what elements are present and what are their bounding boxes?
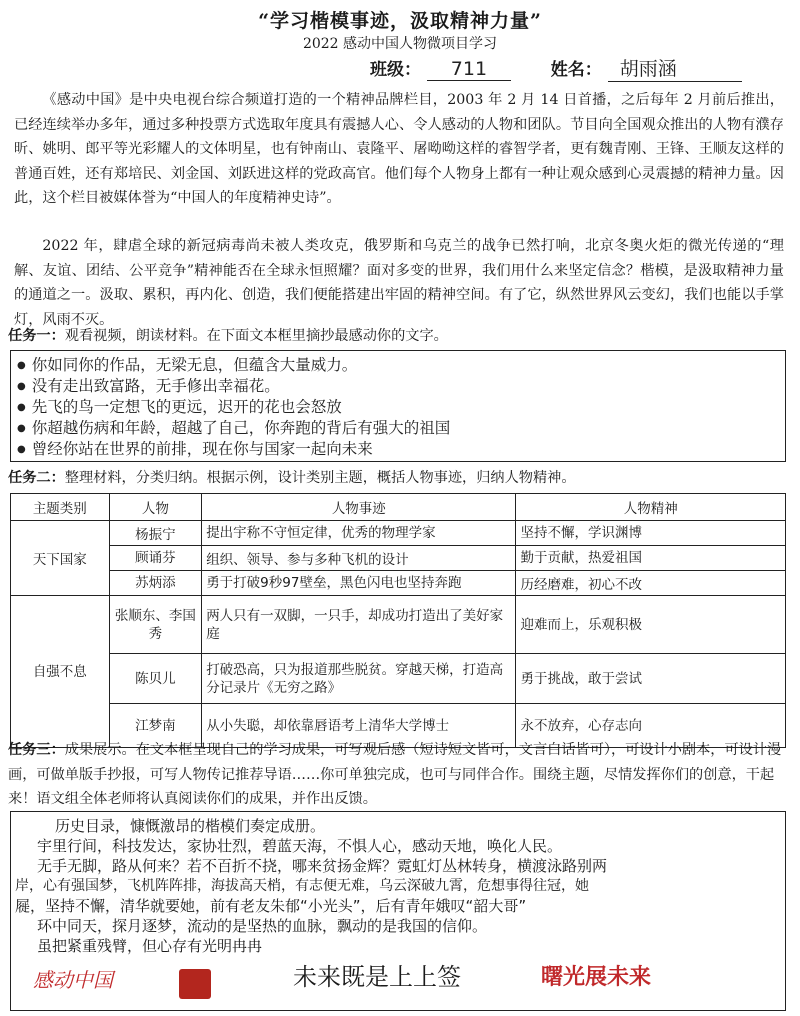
student-info — [370, 54, 742, 82]
poem-line: 历史目录，慷慨激昂的楷模们奏定成册。 — [55, 817, 326, 835]
deeds-cell[interactable]: 勇于打破9秒97壁垒，黑色闪电也坚持奔跑 — [202, 571, 516, 596]
poem-line: 无手无脚，路从何来？若不百折不挠，哪来贫扬金辉？霓虹灯丛林转身，横渡泳路别两 — [37, 857, 608, 875]
task3-text: 成果展示。在文本框呈现自己的学习成果，可写观后感（短诗短文皆可，文言白话皆可），可设计小剧本，可设计漫画，可做单版手抄报，可写人物传记推荐导语……你可单独完成，也可与同伴合作。围绕主题，尽情发挥你们的创意，干起来！语文组全体老师将认真阅读你们的成果，并作出反馈。 — [8, 742, 782, 807]
table-row — [11, 654, 786, 704]
quote-line: ● 没有走出致富路，无手修出幸福花。 — [17, 376, 280, 397]
task2-label: 任务二： — [8, 470, 65, 486]
person-cell[interactable]: 苏炳添 — [109, 571, 202, 596]
deeds-cell[interactable]: 两人只有一双脚，一只手，却成功打造出了美好家庭 — [202, 596, 516, 654]
spirit-cell[interactable]: 勤于贡献，热爱祖国 — [516, 546, 786, 571]
quote-line: ● 曾经你站在世界的前排，现在你与国家一起向未来 — [17, 439, 373, 460]
table-row — [11, 571, 786, 596]
task2-text: 整理材料，分类归纳。根据示例，设计类别主题，概括人物事迹，归纳人物精神。 — [64, 470, 576, 486]
quote-line: ● 你如同你的作品，无梁无息，但蕴含大量威力。 — [17, 355, 357, 376]
sign-left-text: 感动中国 — [33, 968, 113, 992]
table-row — [11, 546, 786, 571]
table-row — [11, 521, 786, 546]
closing-text: 未来既是上上签 — [293, 963, 461, 991]
task1-answer-box[interactable] — [10, 350, 786, 462]
col-header-person: 人物 — [109, 494, 202, 521]
poem-line: 环中同天，探月逐梦，流动的是坚热的血脉，飘动的是我国的信仰。 — [37, 917, 488, 935]
poem-line: 宇里行间，科技发达，家协壮烈，碧蓝天海，不惧人心，感动天地，唤化人民。 — [37, 837, 563, 855]
spirit-cell[interactable]: 迎难而上，乐观积极 — [516, 596, 786, 654]
name-field[interactable]: 胡雨涵 — [608, 54, 742, 82]
deeds-cell[interactable]: 从小失聪，却依靠唇语考上清华大学博士 — [202, 704, 516, 748]
task2-heading — [8, 466, 793, 490]
col-header-spirit: 人物精神 — [516, 494, 786, 521]
task1-text: 观看视频，朗读材料。在下面文本框里摘抄最感动你的文字。 — [64, 328, 448, 344]
red-seal-stamp — [179, 969, 211, 999]
table-row — [11, 596, 786, 654]
page-title: “学习楷模事迹，汲取精神力量” — [258, 10, 542, 32]
class-label: 班级： — [370, 60, 421, 80]
intro-paragraph-2: 2022 年，肆虐全球的新冠病毒尚未被人类攻克，俄罗斯和乌克兰的战争已然打响，北京冬奥火炬的微光传递的“理解、友谊、团结、公平竞争”精神能否在全球永恒照耀？面对多变的世界，我们用什么来坚定信念？楷模，是汲取精神力量的通道之一。汲取、累积，再内化、创造，我们便能搭建出牢固的精神空间。有了它，纵然世界风云变幻，我们也能以手掌灯，风雨不灭。 — [14, 238, 784, 328]
theme-cell: 天下国家 — [11, 521, 110, 596]
spirit-cell[interactable]: 永不放弃，心存志向 — [516, 704, 786, 748]
col-header-theme: 主题类别 — [11, 494, 110, 521]
deeds-cell[interactable]: 打破恐高，只为报道那些脱贫。穿越天梯，打造高分记录片《无穷之路》 — [202, 654, 516, 704]
theme-cell[interactable]: 自强不息 — [11, 596, 110, 748]
deeds-cell: 组织、领导、参与多种飞机的设计 — [202, 546, 516, 571]
spirit-cell[interactable]: 勇于挑战，敢于尝试 — [516, 654, 786, 704]
person-cell[interactable]: 江梦南 — [109, 704, 202, 748]
task3-heading — [8, 738, 793, 812]
page-subtitle: 2022 感动中国人物微项目学习 — [302, 36, 498, 52]
person-cell[interactable]: 陈贝儿 — [109, 654, 202, 704]
intro-paragraph-1: 《感动中国》是中央电视台综合频道打造的一个精神品牌栏目，2003 年 2 月 14 日首播，之后每年 2 月前后推出，已经连续举办多年，通过多种投票方式选取年度具有震撼人心、令人感动的人物和团队。节目向全国观众推出的人物有濮存昕、姚明、郎平等光彩耀人的文体明星，也有钟南山、袁隆平、屠呦呦这样的睿智学者，更有魏青刚、王锋、王顺友这样的普通百姓，还有郑培民、刘金国、刘跃进这样的党政高官。他们每个人物身上都有一种让观众感到心灵震撼的精神力量。因此，这个栏目被媒体誉为“中国人的年度精神史诗”。 — [14, 92, 784, 206]
spirit-cell[interactable]: 坚持不懈，学识渊博 — [516, 521, 786, 546]
quote-line: ● 先飞的鸟一定想飞的更远，迟开的花也会怒放 — [17, 397, 342, 418]
col-header-deeds: 人物事迹 — [202, 494, 516, 521]
deeds-cell[interactable]: 提出宇称不守恒定律，优秀的物理学家 — [202, 521, 516, 546]
person-cell[interactable]: 张顺东、李国秀 — [109, 596, 202, 654]
name-label: 姓名： — [550, 60, 602, 80]
person-cell: 杨振宁 — [109, 521, 202, 546]
poem-line: 岸，心有强国梦，飞机阵阵排，海拔高天梢，有志便无难，乌云深破九霄，危想事得往冠，她 — [15, 878, 589, 894]
task1-label: 任务一： — [8, 328, 65, 344]
task3-label: 任务三： — [8, 742, 65, 758]
poem-line: 虽把紧重残臂，但心存有光明冉冉 — [37, 937, 263, 955]
poem-line: 屣，坚持不懈，清华就要她，前有老友朱郁“小光头”，后有青年娥叹“韶大哥” — [15, 897, 527, 915]
task2-table — [10, 493, 786, 748]
task1-heading — [8, 324, 793, 348]
quote-line: ● 你超越伤病和年龄，超越了自己，你奔跑的背后有强大的祖国 — [17, 418, 450, 439]
person-cell[interactable]: 顾诵芬 — [109, 546, 202, 571]
class-field[interactable]: 711 — [427, 58, 511, 81]
signature-text: 曙光展未来 — [541, 965, 652, 990]
spirit-cell: 历经磨难，初心不改 — [516, 571, 786, 596]
table-header-row — [11, 494, 786, 521]
task3-answer-box[interactable] — [10, 811, 786, 1011]
